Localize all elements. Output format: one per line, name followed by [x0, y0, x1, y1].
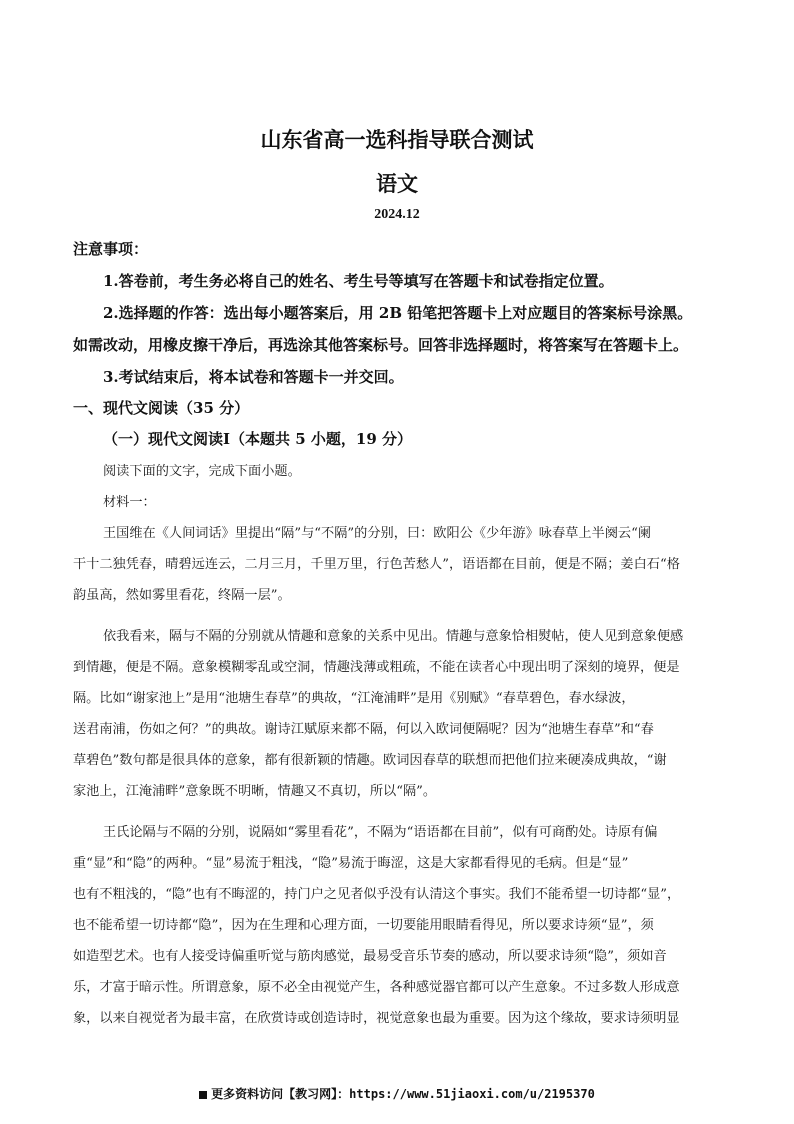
reading-instruction: 阅读下面的文字，完成下面小题。 [103, 464, 301, 479]
notice-line-2: 2.选择题的作答：选出每小题答案后，用 2B 铅笔把答题卡上对应题目的答案标号涂黑。 [103, 304, 693, 322]
body-line-8: 草碧色”数句都是很具体的意象，都有很新颖的情趣。欧词因春草的联想而把他们拉来硬凑成典故，“谢 [73, 753, 667, 768]
flag-icon [199, 1091, 207, 1099]
subject-title: 语文 [376, 171, 418, 196]
footer-text[interactable]: 更多资料访问【教习网】：https://www.51jiaoxi.com/u/2195370 [211, 1087, 595, 1101]
material-label: 材料一： [103, 495, 156, 510]
notice-line-1: 1.答卷前，考生务必将自己的姓名、考生号等填写在答题卡和试卷指定位置。 [103, 272, 614, 290]
body-line-5: 到情趣，便是不隔。意象模糊零乱或空洞，情趣浅薄或粗疏，不能在读者心中现出明了深刻的境界，便是 [73, 660, 680, 675]
body-line-3: 韵虽高，然如雾里看花，终隔一层”。 [73, 588, 291, 603]
notice-line-3: 如需改动，用橡皮擦干净后，再选涂其他答案标号。回答非选择题时，将答案写在答题卡上。 [73, 336, 689, 354]
body-line-6: 隔。比如“谢家池上”是用“池塘生春草”的典故，“江淹浦畔”是用《别赋》“春草碧色，春水绿波， [73, 691, 635, 706]
body-line-7: 送君南浦，伤如之何？”的典故。谢诗江赋原来都不隔，何以入欧词便隔呢？因为“池塘生春草”和“春 [73, 722, 654, 737]
body-line-4: 依我看来，隔与不隔的分别就从情趣和意象的关系中见出。情趣与意象恰相熨帖，使人见到意象便感 [103, 629, 684, 644]
body-line-9: 家池上，江淹浦畔”意象既不明晰，情趣又不真切，所以“隔”。 [73, 784, 437, 799]
exam-date: 2024.12 [374, 207, 420, 222]
exam-title: 山东省高一选科指导联合测试 [260, 127, 534, 152]
body-line-13: 也不能希望一切诗都“隐”，因为在生理和心理方面，一切要能用眼睛看得见，所以要求诗须“显”，须 [73, 918, 654, 933]
body-line-2: 干十二独凭春，晴碧远连云，二月三月，千里万里，行色苦愁人”，语语都在目前，便是不隔；姜白石“格 [73, 557, 680, 572]
body-line-16: 象，以来自视觉者为最丰富，在欣赏诗或创造诗时，视觉意象也最为重要。因为这个缘故，要求诗须明显 [73, 1011, 680, 1026]
body-line-1: 王国维在《人间词话》里提出“隔”与“不隔”的分别，曰：欧阳公《少年游》咏春草上半阕云“阑 [103, 526, 652, 541]
body-line-14: 如造型艺术。也有人接受诗偏重听觉与筋肉感觉，最易受音乐节奏的感动，所以要求诗须“隐”，须如音 [73, 949, 667, 964]
notice-heading: 注意事项： [73, 240, 149, 258]
footer-link[interactable] [0, 1085, 794, 1102]
body-line-11: 重“显”和“隐”的两种。“显”易流于粗浅，“隐”易流于晦涩，这是大家都看得见的毛病。但是“显” [73, 856, 629, 871]
body-line-10: 王氏论隔与不隔的分别，说隔如“雾里看花”，不隔为“语语都在目前”，似有可商酌处。诗原有偏 [103, 825, 658, 840]
body-line-15: 乐，才富于暗示性。所谓意象，原不必全由视觉产生，各种感觉器官都可以产生意象。不过多数人形成意 [73, 980, 680, 995]
notice-line-4: 3.考试结束后，将本试卷和答题卡一并交回。 [103, 368, 404, 386]
section-subheading: （一）现代文阅读Ⅰ（本题共 5 小题，19 分） [103, 430, 412, 448]
section-heading: 一、现代文阅读（35 分） [73, 399, 250, 417]
body-line-12: 也有不粗浅的，“隐”也有不晦涩的，持门户之见者似乎没有认清这个事实。我们不能希望一切诗都“显”， [73, 887, 681, 902]
